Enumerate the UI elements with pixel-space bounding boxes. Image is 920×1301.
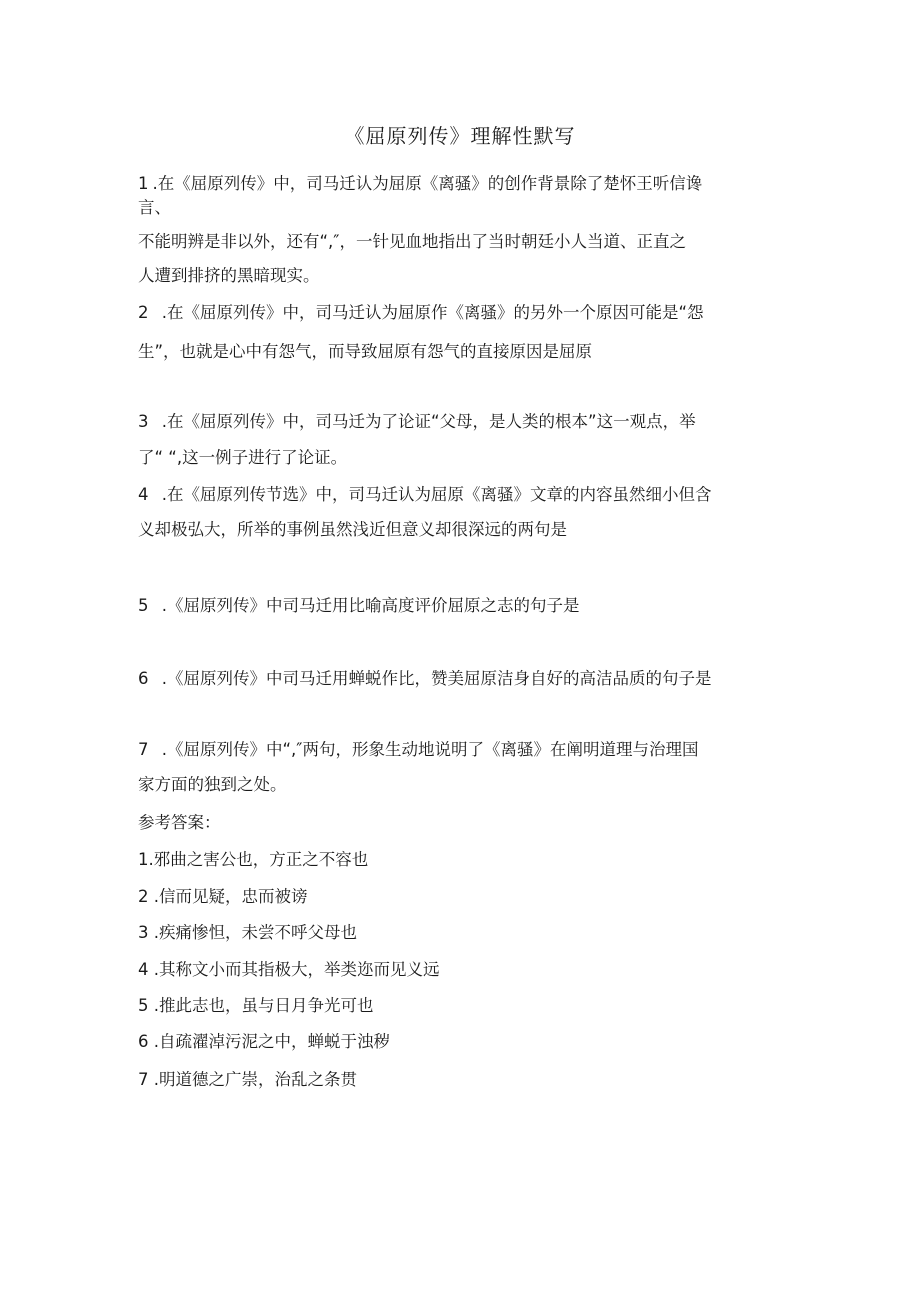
page-title: 《屈原列传》理解性默写: [344, 124, 576, 148]
question-1-line-2: 言、: [138, 198, 171, 217]
answer-2: 2 .信而见疑，忠而被谤: [138, 887, 308, 906]
question-1-line-3: 不能明辨是非以外，还有“,″，一针见血地指出了当时朝廷小人当道、正直之: [138, 232, 686, 251]
question-7-line-1: 7 .《屈原列传》中“,″两句，形象生动地说明了《离骚》在阐明道理与治理国: [138, 738, 798, 762]
question-2-line-2: 生”，也就是心中有怨气，而导致屈原有怨气的直接原因是屈原: [138, 342, 593, 361]
question-1-line-4: 人遭到排挤的黑暗现实。: [138, 266, 320, 285]
question-6-number: 6: [138, 669, 149, 688]
answer-5: 5 .推此志也，虽与日月争光可也: [138, 996, 374, 1015]
question-3-number: 3: [138, 412, 149, 431]
question-5-line-1: 5 .《屈原列传》中司马迁用比喻高度评价屈原之志的句子是: [138, 594, 798, 618]
answer-3: 3 .疾痛惨怛，未尝不呼父母也: [138, 923, 357, 942]
answer-4: 4 .其称文小而其指极大，举类迩而见义远: [138, 960, 440, 979]
question-1-number: 1: [138, 174, 149, 193]
answer-1: 1.邪曲之害公也，方正之不容也: [138, 850, 369, 869]
question-4-number: 4: [138, 485, 149, 504]
question-2-number: 2: [138, 303, 149, 322]
answer-7: 7 .明道德之广崇，治乱之条贯: [138, 1070, 357, 1089]
answers-heading: 参考答案：: [138, 813, 221, 832]
question-7-number: 7: [138, 740, 149, 759]
question-6-line-1: 6 .《屈原列传》中司马迁用蝉蜕作比，赞美屈原洁身自好的高洁品质的句子是: [138, 667, 798, 691]
question-2-line-1: 2 .在《屈原列传》中，司马迁认为屈原作《离骚》的另外一个原因可能是“怨: [138, 301, 798, 325]
question-3-line-2: 了“ “,这一例子进行了论证。: [138, 448, 348, 467]
question-4-line-1: 4 .在《屈原列传节选》中，司马迁认为屈原《离骚》文章的内容虽然细小但含: [138, 483, 798, 507]
question-1-line-1: 1 .在《屈原列传》中，司马迁认为屈原《离骚》的创作背景除了楚怀王听信谗: [138, 172, 798, 196]
question-3-line-1: 3 .在《屈原列传》中，司马迁为了论证“父母，是人类的根本”这一观点，举: [138, 410, 798, 434]
question-4-line-2: 义却极弘大，所举的事例虽然浅近但意义却很深远的两句是: [138, 520, 567, 539]
question-5-number: 5: [138, 596, 149, 615]
question-7-line-2: 家方面的独到之处。: [138, 775, 287, 794]
answer-6: 6 .自疏濯淖污泥之中，蝉蜕于浊秽: [138, 1032, 390, 1051]
